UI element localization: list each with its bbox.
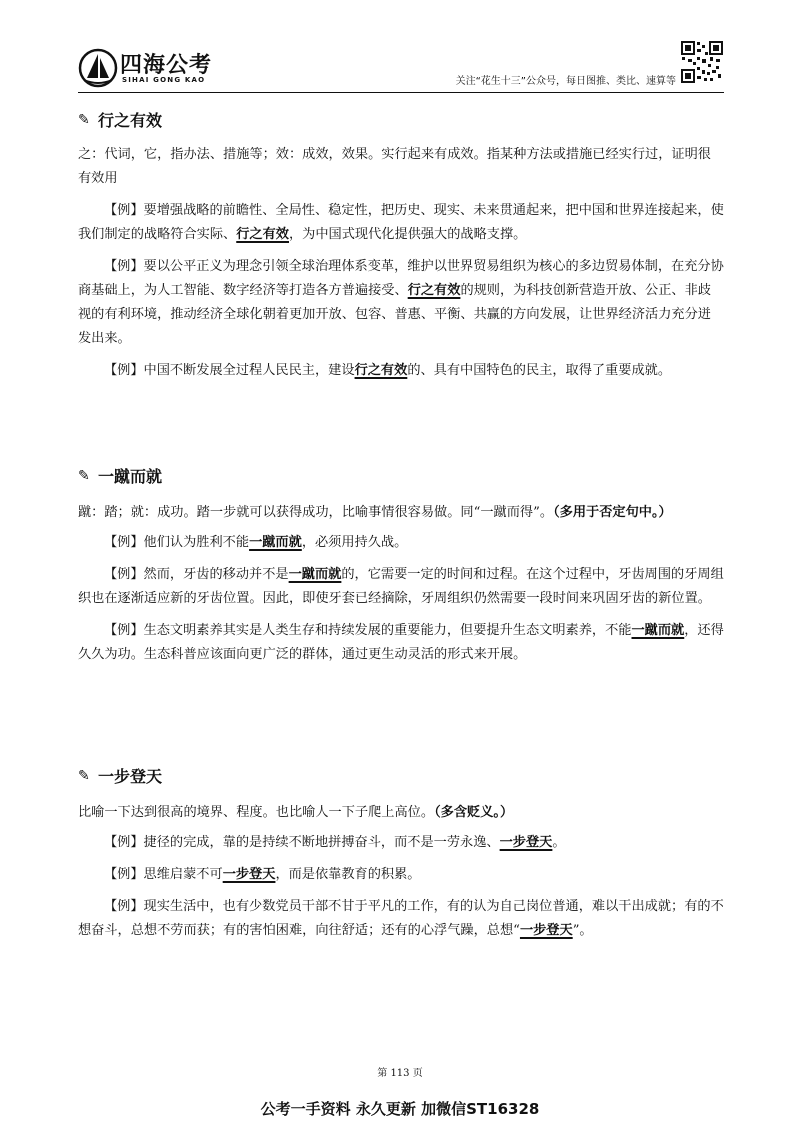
example-sentence: 【例】现实生活中，也有少数党员干部不甘于平凡的工作，有的认为自己岗位普通，难以干出成就；有的不想奋斗，总想不劳而获；有的害怕困难，向往舒适；还有的心浮气躁，总想“一步登天”。 bbox=[78, 899, 724, 938]
header-note: 关注“花生十三”公众号，每日图推、类比、速算等 bbox=[455, 76, 676, 87]
example-sentence: 【例】生态文明素养其实是人类生存和持续发展的重要能力，但要提升生态文明素养，不能一蹴而就，还得久久为功。生态科普应该面向更广泛的群体，通过更生动灵活的形式来开展。 bbox=[78, 623, 724, 662]
pencil-icon: ✎ bbox=[78, 767, 90, 784]
example-sentence: 【例】思维启蒙不可一步登天，而是依靠教育的积累。 bbox=[104, 867, 421, 882]
highlighted-idiom: 行之有效 bbox=[236, 227, 289, 242]
highlighted-idiom: 一蹴而就 bbox=[288, 567, 342, 582]
idiom-title bbox=[78, 764, 724, 787]
idiom-definition: 蹴：踏；就：成功。踏一步就可以获得成功，比喻事情很容易做。同“一蹴而得”。（多用于否定句中。） bbox=[78, 505, 672, 520]
idiom-title-text: 一蹴而就 bbox=[98, 467, 163, 486]
footer-promo-text: 公考一手资料 永久更新 加微信ST16328 bbox=[260, 1100, 540, 1118]
highlighted-idiom: 一步登天 bbox=[222, 867, 276, 882]
idiom-title-text: 一步登天 bbox=[98, 767, 163, 786]
highlighted-idiom: 一步登天 bbox=[499, 835, 553, 850]
page-header bbox=[78, 40, 724, 96]
highlighted-idiom: 行之有效 bbox=[407, 283, 461, 298]
idiom-title bbox=[78, 464, 724, 487]
highlighted-idiom: 一步登天 bbox=[519, 923, 573, 938]
logo-subtext: SIHAI GONG KAO bbox=[122, 76, 206, 84]
qr-code-icon bbox=[680, 40, 724, 84]
logo-text: 四海公考 bbox=[120, 53, 213, 78]
idiom-section-yibudengtian bbox=[78, 764, 724, 943]
idiom-title-text: 行之有效 bbox=[98, 111, 163, 130]
idiom-section-yicuerjiu bbox=[78, 464, 724, 667]
header-divider bbox=[78, 92, 724, 93]
page-number: 第 113 页 bbox=[377, 1068, 423, 1079]
example-sentence: 【例】他们认为胜利不能一蹴而就，必须用持久战。 bbox=[104, 535, 408, 550]
example-sentence: 【例】要以公平正义为理念引领全球治理体系变革，维护以世界贸易组织为核心的多边贸易体制，在充分协商基础上，为人工智能、数字经济等打造各方普遍接受、行之有效的规则，为科技创新营造开放、公正、非歧视的有利环境，推动经济全球化朝着更加开放、包容、普惠、平衡、共赢的方向发展，让世界经济活力充分迸发出来。 bbox=[78, 259, 724, 346]
idiom-section-xingzhiyouxiao bbox=[78, 108, 724, 383]
idiom-definition: 比喻一下达到很高的境界、程度。也比喻人一下子爬上高位。（多含贬义。） bbox=[78, 805, 514, 820]
pencil-icon: ✎ bbox=[78, 111, 90, 128]
highlighted-idiom: 一蹴而就 bbox=[631, 623, 685, 638]
example-sentence: 【例】然而，牙齿的移动并不是一蹴而就的，它需要一定的时间和过程。在这个过程中，牙齿周围的牙周组织也在逐渐适应新的牙齿位置。因此，即使牙套已经摘除，牙周组织仍然需要一段时间来巩固牙齿的新位置。 bbox=[78, 567, 724, 606]
highlighted-idiom: 行之有效 bbox=[354, 363, 408, 378]
example-sentence: 【例】捷径的完成，靠的是持续不断地拼搏奋斗，而不是一劳永逸、一步登天。 bbox=[104, 835, 566, 850]
pencil-icon: ✎ bbox=[78, 467, 90, 484]
idiom-definition: 之：代词，它，指办法、措施等；效：成效，效果。实行起来有成效。指某种方法或措施已经实行过，证明很有效用 bbox=[78, 147, 711, 186]
example-sentence: 【例】要增强战略的前瞻性、全局性、稳定性，把历史、现实、未来贯通起来，把中国和世界连接起来，使我们制定的战略符合实际、行之有效，为中国式现代化提供强大的战略支撑。 bbox=[78, 203, 724, 242]
sailboat-logo-icon bbox=[78, 48, 118, 88]
idiom-title bbox=[78, 108, 724, 131]
example-sentence: 【例】中国不断发展全过程人民民主，建设行之有效的、具有中国特色的民主，取得了重要成就。 bbox=[104, 363, 672, 378]
highlighted-idiom: 一蹴而就 bbox=[249, 535, 302, 550]
